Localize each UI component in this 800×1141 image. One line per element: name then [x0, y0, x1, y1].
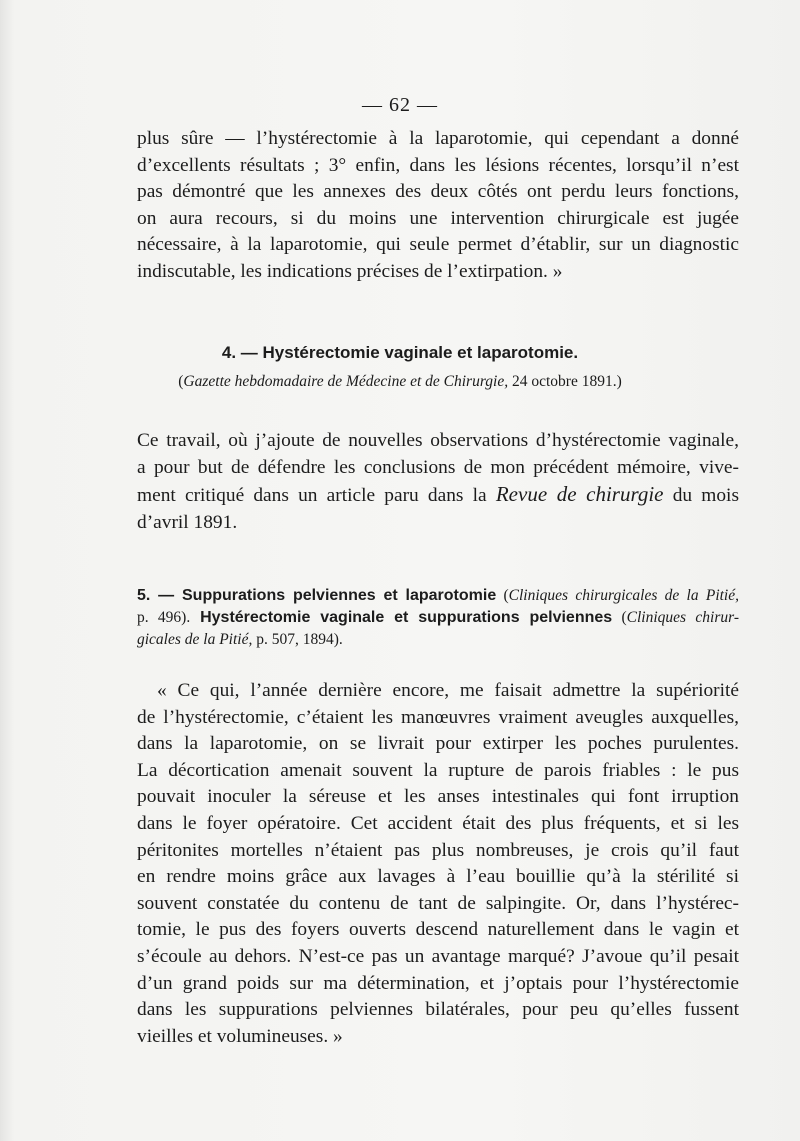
s5-line3	[137, 629, 739, 651]
page-number: — 62 —	[362, 94, 438, 116]
s4-line3-a: ment critiqué dans un article paru dans la	[137, 485, 496, 507]
section-4-citation	[0, 373, 800, 391]
quote-line: péritonites mortelles n’étaient pas plus nombreuses, je crois qu’il faut	[137, 839, 739, 861]
s5-line2	[137, 607, 739, 629]
intro-paragraph	[137, 126, 739, 286]
s4-journal-title: Revue de chirurgie	[495, 482, 664, 507]
intro-line: d’excellents résultats ; 3° enfin, dans les lésions récentes, lorsqu’il n’est	[137, 154, 739, 176]
intro-line: plus sûre — l’hystérectomie à la laparotomie, qui cependant a donné	[137, 128, 739, 149]
section-5-entry	[137, 585, 739, 651]
s4-line: a pour but de défendre les conclusions de mon précédent mémoire, vive-	[137, 456, 739, 478]
quote-line: pouvait inoculer la séreuse et les anses intestinales qui font irruption	[137, 786, 739, 808]
quote-line: dans le foyer opératoire. Cet accident était des plus fréquents, et si les	[137, 812, 739, 834]
quote-line: souvent constatée du contenu de tant de salpingite. Or, dans l’hystérec-	[137, 892, 739, 914]
quote-line: La décortication amenait souvent la rupture de parois friables : le pus	[137, 759, 739, 781]
s5-ref2-journal-a: Cliniques chirur-	[626, 609, 739, 626]
quote-line: « Ce qui, l’année dernière encore, me faisait admettre la supériorité	[157, 680, 739, 701]
quote-line: s’écoule au dehors. N’est-ce pas un avantage marqué? J’avoue qu’il pesait	[137, 945, 739, 967]
s5-line1	[137, 585, 739, 607]
quote-line: dans les suppurations pelviennes bilatérales, pour peu qu’elles fussent	[137, 999, 739, 1021]
intro-line: indiscutable, les indications précises de l’extirpation. »	[137, 260, 563, 282]
quote-line: tomie, le pus des foyers ouverts descend naturellement dans le vagin et	[137, 919, 739, 941]
citation-open: (	[178, 373, 184, 390]
s5-ref2-page: p. 507, 1894).	[252, 631, 343, 648]
s4-line: Ce travail, où j’ajoute de nouvelles observations d’hystérectomie vaginale,	[137, 430, 739, 451]
s5-ref1-journal: Cliniques chirurgicales de la Pitié,	[508, 587, 739, 604]
s5-ref2-journal-b: gicales de la Pitié,	[137, 631, 253, 648]
section-4-paragraph	[137, 428, 739, 536]
s5-title-2: Hystérectomie vaginale et suppurations pelviennes	[190, 609, 613, 626]
s4-line3-b: du mois	[663, 485, 739, 507]
quote-line: dans la laparotomie, on se livrait pour extirper les poches purulentes.	[137, 733, 739, 755]
s5-ref1-page: p. 496).	[137, 609, 191, 626]
quote-line: d’un grand poids sur ma détermination, et j’optais pour l’hystérectomie	[137, 972, 739, 994]
s5-ref1-open: (	[496, 587, 509, 604]
quote-line: vieilles et volumineuses. »	[137, 1025, 343, 1047]
intro-line: on aura recours, si du moins une intervention chirurgicale est jugée	[137, 207, 739, 229]
quote-paragraph	[137, 678, 739, 1050]
quote-line: en rendre moins grâce aux lavages à l’eau bouillie qu’à la stérilité si	[137, 866, 739, 888]
s5-title-1: 5. — Suppurations pelviennes et laparotomie	[137, 587, 497, 604]
citation-journal: Gazette hebdomadaire de Médecine et de Chirurgie,	[183, 373, 509, 390]
citation-date: 24 octobre 1891.)	[508, 373, 622, 390]
quote-line: de l’hystérectomie, c’étaient les manœuvres vraiment aveugles auxquelles,	[137, 706, 739, 728]
intro-line: pas démontré que les annexes des deux côtés ont perdu leurs fonctions,	[137, 181, 739, 203]
s4-line	[137, 481, 739, 510]
s5-ref2-open: (	[612, 609, 627, 626]
s4-line: d’avril 1891.	[137, 511, 238, 533]
section-4-heading: 4. — Hystérectomie vaginale et laparotomie.	[221, 343, 579, 362]
intro-line: nécessaire, à la laparotomie, qui seule permet d’établir, sur un diagnostic	[137, 234, 739, 256]
